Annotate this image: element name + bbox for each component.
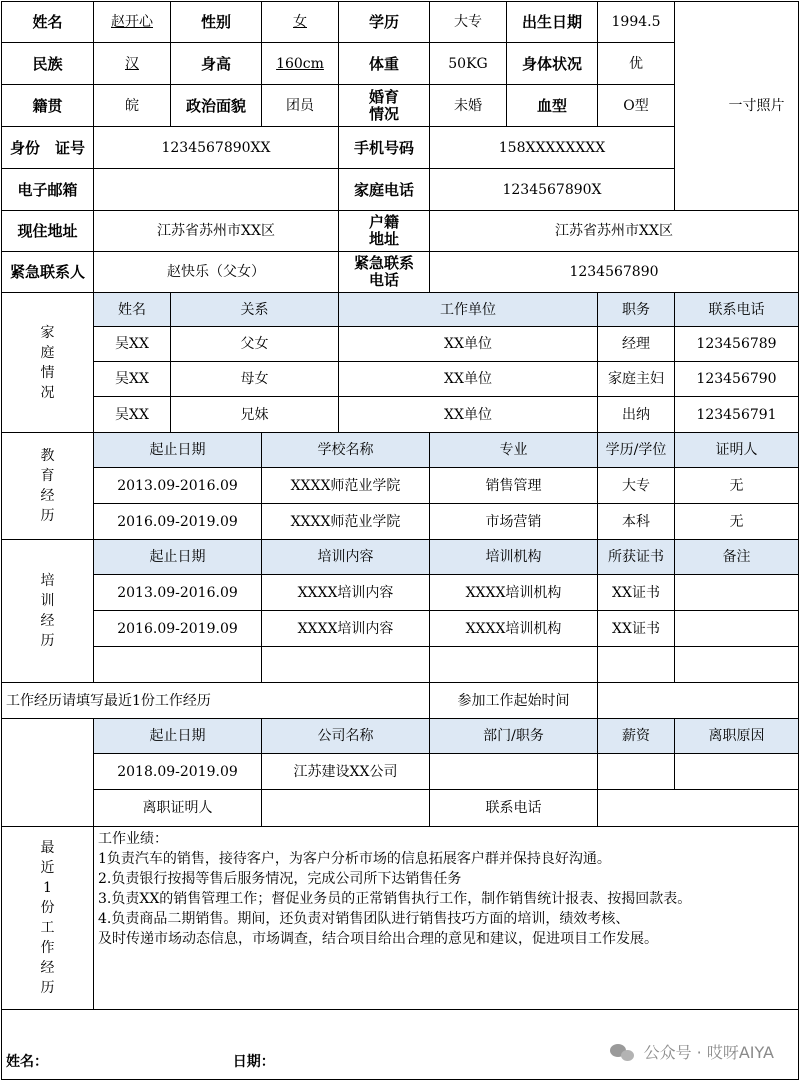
family-cell[interactable]: 123456789	[675, 327, 799, 362]
family-cell[interactable]: 123456791	[675, 397, 799, 433]
height-label: 身高	[171, 43, 262, 85]
family-cell[interactable]: 吴XX	[94, 362, 171, 397]
education-cell[interactable]: 无	[675, 504, 799, 540]
table-row	[2, 397, 799, 433]
hukou-value[interactable]: 江苏省苏州市XX区	[430, 211, 799, 252]
work-cell[interactable]: 江苏建设XX公司	[262, 754, 430, 790]
work-cell[interactable]: 2018.09-2019.09	[94, 754, 262, 790]
training-cell[interactable]: XX证书	[598, 611, 675, 647]
phone-value[interactable]: 158XXXXXXXX	[430, 127, 675, 169]
photo-box[interactable]	[675, 2, 799, 211]
hukou-label	[339, 211, 430, 252]
training-cell[interactable]	[675, 611, 799, 647]
wechat-icon	[610, 1042, 636, 1062]
recent-work-section-label	[2, 827, 94, 1010]
phone-label: 手机号码	[339, 127, 430, 169]
education-cell[interactable]: 大专	[598, 468, 675, 504]
training-section-text: 培训经历	[40, 573, 55, 649]
work-section-blank	[2, 719, 94, 827]
family-header: 工作单位	[339, 293, 598, 327]
work-cell[interactable]	[430, 754, 598, 790]
reference-label: 离职证明人	[94, 790, 262, 827]
blood-value[interactable]: O型	[598, 85, 675, 127]
training-header: 备注	[675, 540, 799, 575]
emergency-phone-label	[339, 252, 430, 293]
description-line: 4.负责商品二期销售。期间，还负责对销售团队进行销售技巧方面的培训，绩效考核、	[98, 911, 630, 927]
family-header: 姓名	[94, 293, 171, 327]
family-cell[interactable]: XX单位	[339, 327, 598, 362]
education-level-value[interactable]: 大专	[430, 2, 507, 43]
work-header: 部门/职务	[430, 719, 598, 754]
training-header: 培训机构	[430, 540, 598, 575]
work-header: 薪资	[598, 719, 675, 754]
education-header: 学历/学位	[598, 433, 675, 468]
description-line: 1负责汽车的销售，接待客户，为客户分析市场的信息拓展客户群并保持良好沟通。	[98, 851, 611, 867]
family-header: 关系	[171, 293, 339, 327]
family-section-label	[2, 293, 94, 433]
education-header: 学校名称	[262, 433, 430, 468]
political-label: 政治面貌	[171, 85, 262, 127]
education-header: 专业	[430, 433, 598, 468]
work-start-label: 参加工作起始时间	[430, 683, 598, 719]
training-cell[interactable]	[598, 647, 675, 683]
training-cell[interactable]	[94, 647, 262, 683]
training-cell[interactable]: XXXX培训内容	[262, 611, 430, 647]
family-cell[interactable]: XX单位	[339, 362, 598, 397]
hukou-label-text: 户籍地址	[368, 213, 399, 248]
table-row	[2, 468, 799, 504]
family-cell[interactable]: 123456790	[675, 362, 799, 397]
recent-work-section-text: 最近1份工作经历	[40, 840, 55, 996]
address-value[interactable]: 江苏省苏州市XX区	[94, 211, 339, 252]
education-cell[interactable]: 无	[675, 468, 799, 504]
education-cell[interactable]: XXXX师范业学院	[262, 468, 430, 504]
gender-value[interactable]: 女	[262, 2, 339, 43]
name-label: 姓名	[2, 2, 94, 43]
family-cell[interactable]: 经理	[598, 327, 675, 362]
family-cell[interactable]: 家庭主妇	[598, 362, 675, 397]
health-label: 身体状况	[507, 43, 598, 85]
training-cell[interactable]: XXXX培训内容	[262, 575, 430, 611]
education-header: 证明人	[675, 433, 799, 468]
work-start-value[interactable]	[598, 683, 799, 719]
home-phone-value[interactable]: 1234567890X	[430, 169, 675, 211]
resume-form	[1, 1, 798, 1081]
resume-table	[1, 1, 799, 1080]
family-cell[interactable]: 父女	[171, 327, 339, 362]
origin-label: 籍贯	[2, 85, 94, 127]
marital-label-text: 婚育情况	[368, 87, 399, 123]
blood-label: 血型	[507, 85, 598, 127]
reference-value[interactable]	[262, 790, 430, 827]
work-history-note: 工作经历请填写最近1份工作经历	[2, 683, 430, 719]
description-line: 2.负责银行按揭等售后服务情况，完成公司所下达销售任务	[98, 871, 462, 887]
training-section-label	[2, 540, 94, 683]
training-cell[interactable]: XXXX培训机构	[430, 575, 598, 611]
emergency-contact-label: 紧急联系人	[2, 252, 94, 293]
training-header: 培训内容	[262, 540, 430, 575]
reference-phone-label: 联系电话	[430, 790, 598, 827]
description-line: 及时传递市场动态信息，市场调查，结合项目给出合理的意见和建议，促进项目工作发展。	[98, 931, 658, 947]
work-header: 离职原因	[675, 719, 799, 754]
weight-value[interactable]: 50KG	[430, 43, 507, 85]
watermark	[610, 1040, 774, 1063]
education-section-label	[2, 433, 94, 540]
watermark-text: 公众号 · 哎呀AIYA	[643, 1043, 774, 1062]
birth-date-label: 出生日期	[507, 2, 598, 43]
training-cell[interactable]: 2016.09-2019.09	[94, 611, 262, 647]
table-row	[2, 611, 799, 647]
marital-label	[339, 85, 430, 127]
address-label: 现住地址	[2, 211, 94, 252]
marital-value[interactable]: 未婚	[430, 85, 507, 127]
training-header: 所获证书	[598, 540, 675, 575]
training-cell[interactable]	[430, 647, 598, 683]
family-cell[interactable]: 吴XX	[94, 327, 171, 362]
id-label: 身份 证号	[2, 127, 94, 169]
description-line: 3.负责XX的销售管理工作；督促业务员的正常销售执行工作，制作销售统计报表、按揭回款表。	[98, 891, 692, 907]
family-header: 联系电话	[675, 293, 799, 327]
gender-label: 性别	[171, 2, 262, 43]
education-cell[interactable]: 市场营销	[430, 504, 598, 540]
training-header: 起止日期	[94, 540, 262, 575]
table-row	[2, 754, 799, 790]
family-header: 职务	[598, 293, 675, 327]
training-cell[interactable]	[262, 647, 430, 683]
email-label: 电子邮箱	[2, 169, 94, 211]
training-cell[interactable]: 2013.09-2016.09	[94, 575, 262, 611]
height-value[interactable]: 160cm	[262, 43, 339, 85]
education-cell[interactable]: 2016.09-2019.09	[94, 504, 262, 540]
table-row	[2, 504, 799, 540]
table-row	[2, 647, 799, 683]
family-cell[interactable]: 出纳	[598, 397, 675, 433]
work-cell[interactable]	[598, 754, 675, 790]
education-level-label: 学历	[339, 2, 430, 43]
family-section-text: 家庭情况	[40, 324, 55, 401]
photo-label: 一寸照片	[728, 98, 785, 114]
emergency-phone-value[interactable]: 1234567890	[430, 252, 799, 293]
home-phone-label: 家庭电话	[339, 169, 430, 211]
education-cell[interactable]: XXXX师范业学院	[262, 504, 430, 540]
education-cell[interactable]: 销售管理	[430, 468, 598, 504]
training-cell[interactable]	[675, 647, 799, 683]
family-cell[interactable]: 吴XX	[94, 397, 171, 433]
family-cell[interactable]: XX单位	[339, 397, 598, 433]
education-section-text: 教育经历	[40, 448, 55, 524]
signature-name-label: 姓名：	[6, 1054, 48, 1070]
education-cell[interactable]: 2013.09-2016.09	[94, 468, 262, 504]
ethnic-value[interactable]: 汉	[94, 43, 171, 85]
recent-work-description[interactable]	[94, 827, 799, 1010]
family-cell[interactable]: 母女	[171, 362, 339, 397]
training-cell[interactable]	[675, 575, 799, 611]
name-value[interactable]: 赵开心	[94, 2, 171, 43]
email-value[interactable]	[94, 169, 339, 211]
work-header: 公司名称	[262, 719, 430, 754]
table-row	[2, 575, 799, 611]
origin-value[interactable]: 皖	[94, 85, 171, 127]
work-cell[interactable]	[675, 754, 799, 790]
emergency-contact-value[interactable]: 赵快乐（父女）	[94, 252, 339, 293]
work-header: 起止日期	[94, 719, 262, 754]
table-row	[2, 327, 799, 362]
education-header: 起止日期	[94, 433, 262, 468]
emergency-phone-label-text: 紧急联系电话	[353, 254, 414, 289]
id-value[interactable]: 1234567890XX	[94, 127, 339, 169]
reference-phone-value[interactable]	[598, 790, 799, 827]
birth-date-value[interactable]: 1994.5	[598, 2, 675, 43]
political-value[interactable]: 团员	[262, 85, 339, 127]
signature-date-label: 日期：	[232, 1054, 275, 1070]
table-row	[2, 362, 799, 397]
family-cell[interactable]: 兄妹	[171, 397, 339, 433]
ethnic-label: 民族	[2, 43, 94, 85]
weight-label: 体重	[339, 43, 430, 85]
health-value[interactable]: 优	[598, 43, 675, 85]
training-cell[interactable]: XX证书	[598, 575, 675, 611]
education-cell[interactable]: 本科	[598, 504, 675, 540]
training-cell[interactable]: XXXX培训机构	[430, 611, 598, 647]
description-line: 工作业绩：	[98, 831, 168, 847]
